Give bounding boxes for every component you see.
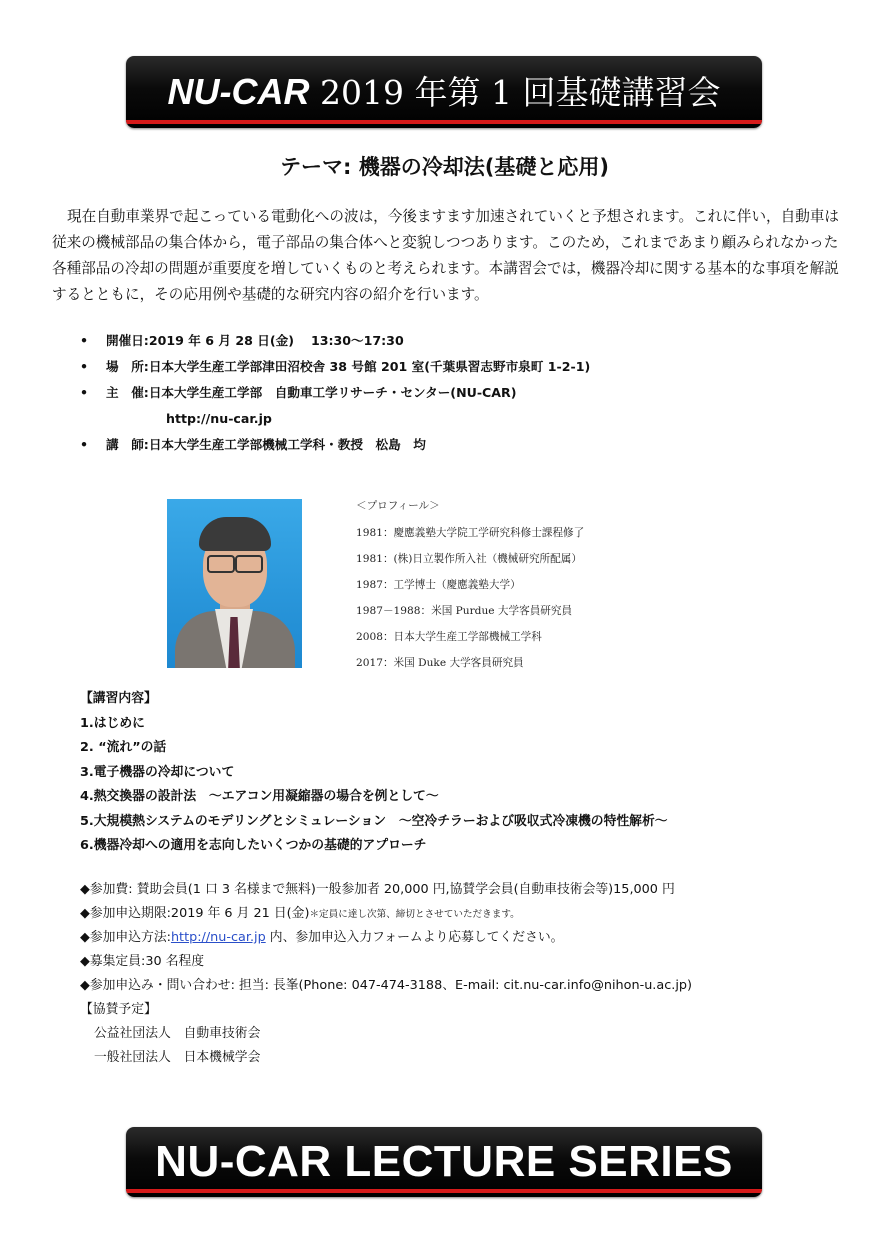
deadline-text: ◆参加申込期限:2019 年 6 月 21 日(金) xyxy=(80,906,310,921)
registration-info xyxy=(80,881,840,1073)
intro-paragraph: 現在自動車業界で起こっている電動化への波は，今後ますます加速されていくと予想されます。これに伴い，自動車は従来の機械部品の集合体から，電子部品の集合体へと変貌しつつあります。このため，これまであまり顧みられなかった各種部品の冷却の問題が重要度を増していくものと考えられます。本講習会では，機器冷却に関する基本的な事項を解説するとともに，その応用例や基礎的な研究内容の紹介を行います。 xyxy=(52,208,840,303)
registration-link[interactable]: http://nu-car.jp xyxy=(170,930,266,945)
info-date-text: 開催日:2019 年 6 月 28 日(金) 13:30～17:30 xyxy=(106,333,404,348)
profile-item: 2008：日本大学生産工学部機械工学科 xyxy=(356,631,542,643)
event-info-list xyxy=(80,331,800,461)
photo-glasses xyxy=(207,555,263,569)
profile-item: 1987－1988：米国 Purdue 大学客員研究員 xyxy=(356,605,573,617)
method-suffix: 内、参加申込入力フォームより応募してください。 xyxy=(265,930,564,945)
footer-banner-text: NU-CAR LECTURE SERIES xyxy=(155,1137,733,1186)
bullet-icon: • xyxy=(80,333,89,348)
event-title: 2019 年第 1 回基礎講習会 xyxy=(309,73,721,112)
capacity-line: ◆募集定員:30 名程度 xyxy=(80,954,205,969)
contact-line: ◆参加申込み・問い合わせ: 担当: 長峯(Phone: 047-474-3188、E-mail: cit.nu-car.info@nihon-u.ac.jp) xyxy=(80,978,692,993)
contents-item: 5.大規模熱システムのモデリングとシミュレーション ～空冷チラーおよび吸収式冷凍機の特性解析～ xyxy=(80,813,668,829)
contents-heading: 【講習内容】 xyxy=(80,691,157,706)
fee-line: ◆参加費: 賛助会員(1 口 3 名様まで無料)一般参加者 20,000 円,協賛学会員(自動車技術会等)15,000 円 xyxy=(80,882,675,897)
method-prefix: ◆参加申込方法: xyxy=(80,930,171,945)
contents-item: 3.電子機器の冷却について xyxy=(80,764,235,780)
profile-item: 1981：(株)日立製作所入社（機械研究所配属） xyxy=(356,553,582,565)
info-item-organizer xyxy=(80,383,800,409)
lecturer-profile xyxy=(356,499,776,682)
profile-item: 2017：米国 Duke 大学客員研究員 xyxy=(356,657,524,669)
info-organizer-text: 主 催:日本大学生産工学部 自動車工学リサーチ・センター(NU-CAR) xyxy=(106,385,517,400)
sponsor-item: 一般社団法人 日本機械学会 xyxy=(94,1050,261,1065)
method-line xyxy=(80,929,840,953)
brand-logo-text: NU-CAR xyxy=(167,71,310,112)
header-banner xyxy=(126,56,762,128)
info-item-lecturer xyxy=(80,435,800,461)
info-lecturer-text: 講 師:日本大学生産工学部機械工学科・教授 松島 均 xyxy=(106,437,426,452)
bullet-icon: • xyxy=(80,359,89,374)
profile-item: 1987：工学博士（慶應義塾大学） xyxy=(356,579,521,591)
deadline-note: ＊定員に達し次第、締切とさせていただきます。 xyxy=(309,909,520,920)
theme-heading: テーマ: 機器の冷却法(基礎と応用) xyxy=(280,155,609,179)
contents-item: 4.熱交換器の設計法 ～エアコン用凝縮器の場合を例として～ xyxy=(80,789,439,804)
lecturer-photo xyxy=(167,499,302,668)
bullet-icon: • xyxy=(80,385,89,400)
info-place-text: 場 所:日本大学生産工学部津田沼校舎 38 号館 201 室(千葉県習志野市泉町 1-2-1) xyxy=(106,359,591,374)
deadline-line xyxy=(80,905,840,929)
info-item-date xyxy=(80,331,800,357)
lecture-contents xyxy=(80,690,800,862)
photo-hair xyxy=(199,517,271,551)
info-item-place xyxy=(80,357,800,383)
sponsors-heading: 【協賛予定】 xyxy=(80,1002,157,1017)
header-banner-title xyxy=(126,56,762,128)
profile-heading: ＜プロフィール＞ xyxy=(356,500,440,512)
footer-banner xyxy=(126,1127,762,1197)
contents-item: 6.機器冷却への適用を志向したいくつかの基礎的アプローチ xyxy=(80,838,427,853)
bullet-icon: • xyxy=(80,437,89,452)
organizer-url[interactable]: http://nu-car.jp xyxy=(166,411,272,426)
sponsor-item: 公益社団法人 自動車技術会 xyxy=(94,1026,261,1041)
contents-item: 1.はじめに xyxy=(80,715,145,731)
contents-item: 2. “流れ”の話 xyxy=(80,740,167,755)
profile-item: 1981：慶應義塾大学院工学研究科修士課程修了 xyxy=(356,527,585,539)
